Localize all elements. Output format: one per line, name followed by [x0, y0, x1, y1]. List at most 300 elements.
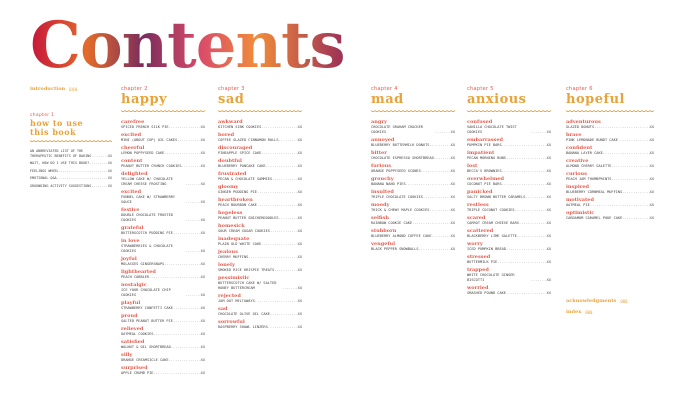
chapter-name[interactable]: anxious [467, 92, 527, 107]
recipe-entry[interactable] [467, 143, 551, 148]
recipe-name: PEANUT BUTTER CRUNCH COOKIES [121, 164, 182, 168]
recipe-name: DOUBLE CHOCOLATE FROSTED COOKIES [121, 213, 173, 222]
recipe-name: KITCHEN SINK COOKIES [218, 125, 262, 129]
leader-dots [274, 268, 297, 273]
recipe-name: RAINBOW COOKIE CAKE [371, 221, 413, 225]
leader-dots [432, 234, 451, 239]
recipe-entry[interactable] [121, 244, 205, 254]
introduction-entry[interactable] [30, 86, 78, 92]
recipe-page: XX [546, 278, 551, 282]
chapter-1-item[interactable] [30, 169, 112, 174]
recipe-name: GLAZED DONUTS [566, 125, 595, 129]
recipe-entry[interactable] [467, 208, 551, 213]
recipe-entry[interactable] [467, 156, 551, 161]
recipe-entry[interactable] [121, 319, 205, 324]
recipe-page: XX [450, 247, 455, 251]
emotion-heading: silly [121, 352, 133, 358]
recipe-page: XX [297, 242, 302, 246]
recipe-entry[interactable] [566, 216, 654, 221]
recipe-page: XX [546, 260, 551, 264]
leader-dots [506, 291, 547, 296]
recipe-page: XX [200, 151, 205, 155]
emotion-heading: stressed [467, 254, 491, 260]
chapter-name[interactable]: happy [121, 92, 168, 107]
recipe-name: BANANA LAYER CAKE [566, 151, 603, 155]
recipe-page: XX [297, 286, 302, 290]
recipe-name: BLUEBERRY CORNMEAL MUFFINS [566, 190, 623, 194]
recipe-name: MINI (ABOUT CUP) OIL CAKES [121, 138, 178, 142]
leader-dots [594, 125, 650, 130]
recipe-entry[interactable] [467, 291, 551, 296]
chapter-1-item-name: FEELINGS WHEEL [30, 168, 59, 173]
recipe-name: COCONUT PIE BARS [467, 182, 502, 186]
recipe-entry[interactable] [121, 262, 205, 267]
leader-dots [182, 164, 201, 169]
recipe-name: BANANA NANO PIES [371, 182, 406, 186]
recipe-name: BLUEBERRY ALMOND COFFEE CAKE [371, 234, 432, 238]
recipe-page: XX [649, 125, 654, 129]
chapter-divider [371, 109, 455, 113]
recipe-page: XX [200, 164, 205, 168]
recipe-entry[interactable] [121, 275, 205, 280]
recipe-name: BLUEBERRY BUTTERMILK DONUTS [371, 143, 430, 147]
chapter-divider [566, 109, 654, 113]
recipe-page: XX [200, 138, 205, 142]
recipe-entry[interactable] [121, 151, 205, 156]
leader-dots [622, 216, 649, 221]
chapter-label: chapter 2 [121, 86, 148, 92]
recipe-entry[interactable] [566, 138, 654, 143]
recipe-entry[interactable] [467, 260, 551, 265]
chapter-column-anxious [467, 86, 551, 296]
recipe-entry[interactable] [467, 234, 551, 239]
recipe-name: MOLASSES GINGERSNAPS [121, 262, 165, 266]
recipe-entry[interactable] [218, 138, 302, 143]
emotion-heading: bored [218, 132, 235, 138]
recipe-page: XX [546, 130, 551, 134]
leader-dots [497, 260, 546, 265]
recipe-page: XX [546, 156, 551, 160]
leader-dots [185, 293, 201, 298]
recipe-page: XX [297, 268, 302, 272]
recipe-page: XX [649, 177, 654, 181]
backmatter-page: 000 [585, 309, 593, 315]
recipe-name: CARROT CREAM CHEESE BARS [467, 221, 519, 225]
emotion-heading: awkward [218, 119, 243, 125]
recipe-entry[interactable] [371, 125, 455, 135]
recipe-name: SALTED PEANUT BUTTER PIE [121, 319, 173, 323]
recipe-page: XX [450, 169, 455, 173]
recipe-page: XX [649, 164, 654, 168]
recipe-page: XX [297, 125, 302, 129]
leader-dots [185, 249, 201, 254]
recipe-page: XX [546, 195, 551, 199]
leader-dots [506, 156, 547, 161]
emotion-heading: doubtful [218, 158, 242, 164]
emotion-heading: heartbroken [218, 197, 253, 203]
leader-dots [517, 234, 547, 239]
backmatter-label: index [566, 309, 582, 315]
emotion-heading: excited [121, 132, 142, 138]
emotion-heading: surprised [121, 365, 148, 371]
emotion-heading: relieved [121, 326, 144, 332]
chapter-1-item-name: EMOTIONAL Q&A [30, 176, 57, 181]
chapter-column-sad [218, 86, 302, 330]
recipe-page: XX [200, 125, 205, 129]
leader-dots [611, 177, 649, 182]
recipe-entry[interactable] [218, 190, 302, 195]
chapter-1-item[interactable] [30, 184, 112, 189]
recipe-name: PLAIN OLD WHITE CAKE [218, 242, 262, 246]
leader-dots [618, 138, 650, 143]
recipe-name: ICE YOUR CHOCOLATE CHIP COOKIES [121, 288, 171, 297]
recipe-page: XX [649, 151, 654, 155]
chapter-name[interactable]: mad [371, 92, 404, 107]
recipe-entry[interactable] [218, 268, 302, 273]
recipe-name: ORANGE CREAMSICLE CAKE [121, 358, 169, 362]
leader-dots [261, 242, 297, 247]
leader-dots [423, 195, 451, 200]
leader-dots [173, 231, 201, 236]
recipe-entry[interactable] [371, 169, 455, 174]
emotion-heading: confident [566, 145, 593, 151]
emotion-heading: rejected [218, 293, 241, 299]
emotion-heading: panicked [467, 189, 493, 195]
emotion-heading: content [121, 158, 143, 164]
emotion-heading: motivated [566, 197, 594, 203]
recipe-entry[interactable] [371, 221, 455, 226]
introduction-page: 000 [69, 86, 78, 92]
recipe-page: XX [450, 156, 455, 160]
leader-dots [435, 130, 451, 135]
leader-dots [519, 221, 547, 226]
leader-dots [89, 161, 108, 166]
chapter-1-item-page: XX [107, 176, 112, 181]
chapter-divider [467, 109, 551, 113]
emotion-heading: overwhelmed [467, 176, 505, 182]
recipe-page: XX [297, 299, 302, 303]
recipe-page: XX [546, 291, 551, 295]
recipe-page: XX [546, 234, 551, 238]
chapter-1-divider [30, 139, 112, 143]
recipe-entry[interactable] [121, 164, 205, 169]
recipe-name: BUTTERMILK PIE [467, 260, 498, 264]
emotion-heading: angry [371, 119, 387, 125]
recipe-entry[interactable] [467, 247, 551, 252]
recipe-name: THICK & CHEWY MAPLE COOKIES [371, 208, 430, 212]
recipe-page: XX [649, 203, 654, 207]
emotion-heading: lighthearted [121, 269, 156, 275]
recipe-name: PUMPKIN PIE BARS [467, 143, 502, 147]
emotion-heading: trapped [467, 267, 489, 273]
emotion-heading: frustrated [218, 171, 247, 177]
recipe-entry[interactable] [566, 151, 654, 156]
recipe-entry[interactable] [467, 182, 551, 187]
leader-dots [434, 156, 451, 161]
recipe-entry[interactable] [121, 195, 205, 205]
emotion-heading: cheerful [121, 145, 145, 151]
emotion-heading: furious [371, 163, 392, 169]
emotion-heading: hopeless [218, 210, 243, 216]
leader-dots [59, 169, 108, 174]
recipe-page: XX [649, 138, 654, 142]
recipe-entry[interactable] [121, 288, 205, 298]
chapter-divider [218, 109, 302, 113]
leader-dots [153, 332, 200, 337]
recipe-page: XX [200, 306, 205, 310]
recipe-entry[interactable] [218, 312, 302, 317]
recipe-entry[interactable] [121, 358, 205, 363]
recipe-entry[interactable] [218, 242, 302, 247]
recipe-page: XX [297, 203, 302, 207]
leader-dots [506, 247, 547, 252]
emotion-heading: lost [467, 163, 478, 169]
chapter-label: chapter 4 [371, 86, 398, 92]
leader-dots [502, 182, 547, 187]
recipe-entry[interactable] [121, 306, 205, 311]
recipe-entry[interactable] [218, 281, 302, 291]
recipe-entry[interactable] [371, 208, 455, 213]
chapter-name[interactable]: hopeful [566, 92, 625, 107]
recipe-name: PINK LEMONADE BUNDT CAKE [566, 138, 618, 142]
recipe-name: PINEAPPLE SPICE CAKE [218, 151, 262, 155]
recipe-name: CHOCOLATE OLIVE OIL CAKE [218, 312, 270, 316]
recipe-entry[interactable] [121, 125, 205, 130]
recipe-page: XX [546, 247, 551, 251]
emotion-heading: playful [121, 300, 141, 306]
recipe-entry[interactable] [467, 195, 551, 200]
recipe-name: SOUR CREAM SUGAR COOKIES [218, 229, 270, 233]
recipe-name: BLUEBERRY PANCAKE CAKE [218, 164, 266, 168]
recipe-page: XX [200, 345, 205, 349]
recipe-page: XX [200, 371, 205, 375]
recipe-name: PECAN MORNING BUNS [467, 156, 506, 160]
recipe-page: XX [200, 200, 205, 204]
recipe-page: XX [450, 195, 455, 199]
recipe-page: XX [297, 164, 302, 168]
leader-dots [248, 255, 297, 260]
leader-dots [429, 143, 450, 148]
recipe-entry[interactable] [121, 138, 205, 143]
recipe-entry[interactable] [218, 125, 302, 130]
leader-dots [515, 208, 547, 213]
recipe-page: XX [297, 255, 302, 259]
recipe-name: WHITE CHOCOLATE GINGER BISCOTTI [467, 273, 515, 282]
recipe-entry[interactable] [218, 299, 302, 304]
leader-dots [266, 164, 298, 169]
leader-dots [153, 371, 200, 376]
emotion-heading: carefree [121, 119, 145, 125]
recipe-name: COFFEE GLAZED CINNAMON ROLLS [218, 138, 279, 142]
emotion-heading: inadequate [218, 236, 250, 242]
recipe-page: XX [200, 293, 205, 297]
chapter-1-items [30, 149, 112, 189]
recipe-name: SMOKED RICE KRISPIE TREATS [218, 268, 275, 272]
recipe-page: XX [200, 319, 205, 323]
chapter-1-block [30, 112, 112, 192]
recipe-entry[interactable] [467, 221, 551, 226]
recipe-entry[interactable] [218, 177, 302, 182]
recipe-name: OATMEAL COOKIES [121, 332, 154, 336]
recipe-entry[interactable] [566, 164, 654, 169]
recipe-name: TRIPLE COCONUT COOKIES [467, 208, 515, 212]
recipe-entry[interactable] [218, 151, 302, 156]
chapter-column-hopeful [566, 86, 654, 221]
recipe-name: CHOCOLATE GRAHAM CRACKER COOKIES [371, 125, 423, 134]
chapter-1-item[interactable] [30, 176, 112, 181]
chapter-1-item[interactable] [30, 161, 112, 166]
recipe-name: SALTY BROWN BUTTER CARAMELS [467, 195, 526, 199]
recipe-name: PEACH JAM THUMBPRINTS [566, 177, 612, 181]
recipe-entry[interactable] [371, 156, 455, 161]
recipe-page: XX [546, 169, 551, 173]
leader-dots [531, 130, 547, 135]
chapter-name[interactable]: sad [218, 92, 245, 107]
leader-dots [603, 151, 650, 156]
leader-dots [185, 182, 201, 187]
emotion-heading: grouchy [371, 176, 394, 182]
recipe-entry[interactable] [371, 143, 455, 148]
emotion-heading: sorrowful [218, 319, 245, 325]
recipe-name: VANILLA CHOCOLATE TWIST COOKIES [467, 125, 517, 134]
leader-dots [419, 247, 451, 252]
leader-dots [185, 218, 201, 223]
emotion-heading: stubborn [371, 228, 397, 234]
recipe-page: XX [450, 130, 455, 134]
recipe-entry[interactable] [371, 182, 455, 187]
leader-dots [169, 125, 201, 130]
emotion-heading: curious [566, 171, 587, 177]
emotion-heading: festive [121, 207, 140, 213]
emotion-heading: annoyed [371, 137, 395, 143]
leader-dots [257, 203, 298, 208]
emotion-heading: in love [121, 238, 140, 244]
emotion-heading: impatient [467, 150, 495, 156]
recipe-page: XX [200, 231, 205, 235]
recipe-name: RASPBERRY SHAWL LINZERS [218, 325, 268, 329]
emotion-heading: pessimistic [218, 275, 250, 281]
chapter-1-item-name: WAIT, HOW DO I USE THIS BOOK? [30, 161, 90, 166]
backmatter-label: acknowledgments [566, 298, 617, 304]
recipe-page: XX [297, 190, 302, 194]
recipe-page: XX [297, 229, 302, 233]
recipe-page: XX [450, 208, 455, 212]
leader-dots [421, 169, 451, 174]
recipe-entry[interactable] [467, 125, 551, 135]
recipe-page: XX [450, 221, 455, 225]
recipe-entry[interactable] [371, 234, 455, 239]
recipe-name: ICED PUMPKIN BREAD [467, 247, 506, 251]
recipe-name: PEACH COBBLER [121, 275, 150, 279]
chapter-label: chapter 6 [566, 86, 593, 92]
recipe-name: BECCA'S BROWNIES [467, 169, 502, 173]
chapter-1-item-page: XX [107, 168, 112, 173]
emotion-heading: proud [121, 313, 138, 319]
recipe-entry[interactable] [121, 177, 205, 187]
recipe-page: XX [200, 218, 205, 222]
recipe-entry[interactable] [566, 125, 654, 130]
emotion-heading: insulted [371, 189, 394, 195]
recipe-entry[interactable] [218, 164, 302, 169]
recipe-page: XX [297, 177, 302, 181]
recipe-name: STRAWBERRY CONFETTI CAKE [121, 306, 173, 310]
recipe-page: XX [546, 143, 551, 147]
recipe-name: PEACH BOURBON CAKE [218, 203, 257, 207]
recipe-page: XX [450, 143, 455, 147]
recipe-name: GINGER PUDDING PIE [218, 190, 257, 194]
recipe-name: BLACKBERRY LIME GALETTE [467, 234, 517, 238]
recipe-name: SMASHED POUND CAKE [467, 291, 506, 295]
emotion-heading: adventurous [566, 119, 601, 125]
emotion-heading: brave [566, 132, 582, 138]
recipe-page: XX [200, 262, 205, 266]
recipe-entry[interactable] [218, 325, 302, 330]
leader-dots [177, 138, 200, 143]
recipe-name: APPLE CRUMB PIE [121, 371, 154, 375]
recipe-page: XX [297, 325, 302, 329]
leader-dots [257, 190, 298, 195]
recipe-entry[interactable] [566, 203, 654, 208]
recipe-name: ALMOND CHERRY GALETTE [566, 164, 612, 168]
backmatter-page: 000 [620, 298, 628, 304]
recipe-entry[interactable] [218, 216, 302, 221]
recipe-entry[interactable] [121, 371, 205, 376]
emotion-heading: scattered [467, 228, 494, 234]
recipe-entry[interactable] [467, 169, 551, 174]
chapter-1-item-name: AN ABBREVIATED LIST OF THE THERAPEUTIC BENEFITS OF BAKING [30, 149, 92, 158]
backmatter-entry-acknowledgments[interactable] [566, 298, 656, 304]
leader-dots [173, 319, 201, 324]
recipe-name: YELLOW CAKE W/ CHOCOLATE CREAM CHEESE FROSTING [121, 177, 173, 186]
chapter-1-item[interactable] [30, 149, 112, 158]
recipe-entry[interactable] [371, 247, 455, 252]
emotion-heading: nostalgic [121, 282, 147, 288]
recipe-name: JAM DOT MELTAWAYS [218, 299, 255, 303]
leader-dots [412, 221, 451, 226]
recipe-name: SPICED FRENCH SILK PIE [121, 125, 169, 129]
chapter-1-item-name: GROUNDING ACTIVITY SUGGESTIONS [30, 183, 92, 188]
recipe-entry[interactable] [371, 195, 455, 200]
emotion-heading: gloomy [218, 184, 239, 190]
leader-dots [502, 169, 547, 174]
emotion-heading: jealous [218, 249, 238, 255]
emotion-heading: sad [218, 306, 228, 312]
recipe-entry[interactable] [218, 255, 302, 260]
recipe-entry[interactable] [566, 190, 654, 195]
recipe-entry[interactable] [121, 231, 205, 236]
recipe-name: PECAN & CHOCOLATE SAMMIES [218, 177, 273, 181]
recipe-entry[interactable] [121, 213, 205, 223]
recipe-name: CARDAMOM CARAMEL POKE CAKE [566, 216, 623, 220]
recipe-entry[interactable] [566, 177, 654, 182]
recipe-entry[interactable] [121, 345, 205, 350]
leader-dots [279, 138, 298, 143]
recipe-entry[interactable] [467, 273, 551, 283]
recipe-name: OATMEAL PIE [566, 203, 590, 207]
emotion-heading: satisfied [121, 339, 145, 345]
recipe-entry[interactable] [121, 332, 205, 337]
leader-dots [164, 262, 200, 267]
recipe-name: FUNNEL CAKE W/ STRAWBERRY SAUCE [121, 195, 176, 204]
recipe-page: XX [200, 358, 205, 362]
recipe-entry[interactable] [218, 229, 302, 234]
leader-dots [611, 164, 649, 169]
recipe-entry[interactable] [218, 203, 302, 208]
leader-dots [429, 208, 450, 213]
leader-dots [279, 216, 298, 221]
emotion-heading: scared [467, 215, 486, 221]
backmatter-entry-index[interactable] [566, 309, 656, 315]
